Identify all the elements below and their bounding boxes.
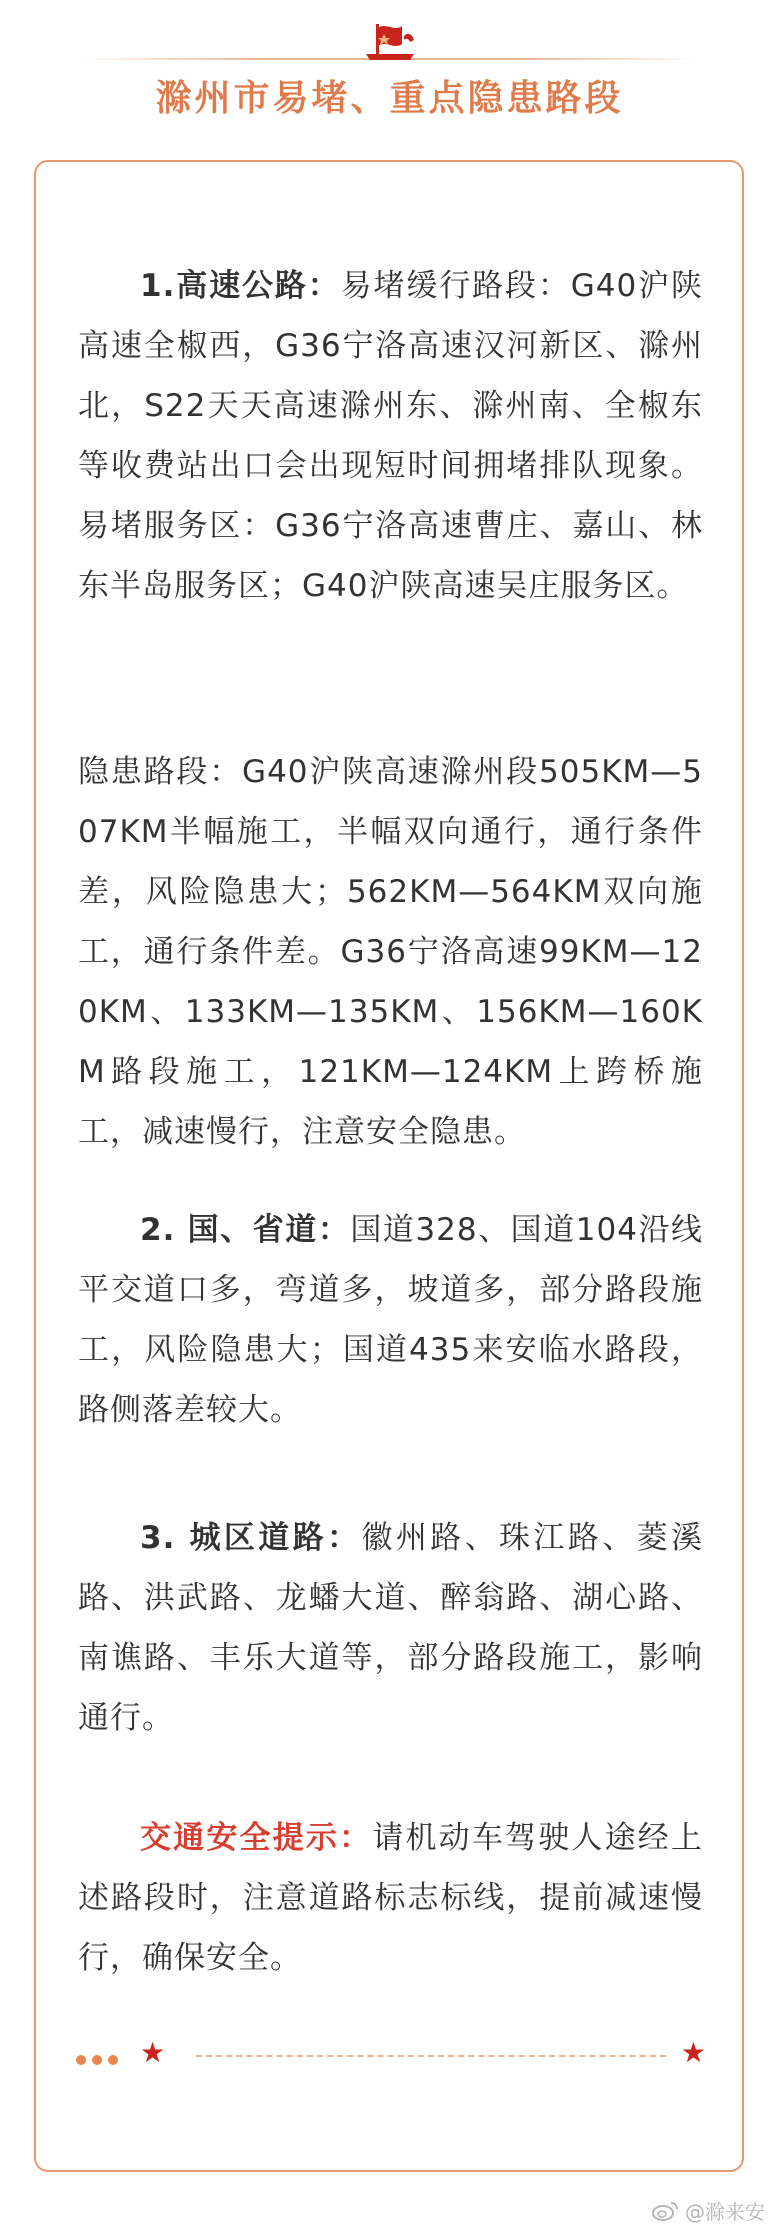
dot-icon (76, 2055, 86, 2065)
weibo-logo-icon (651, 2200, 679, 2222)
highway-heading: 1.高速公路： (140, 268, 341, 304)
urban-roads-heading: 3. 城区道路： (140, 1520, 362, 1556)
urban-roads-text: 徽州路、珠江路、菱溪路、洪武路、龙蟠大道、醉翁路、湖心路、南谯路、丰乐大道等，部分路段施工，影响通行。 (78, 1520, 703, 1736)
safety-tip-heading: 交通安全提示： (140, 1820, 373, 1856)
national-roads-text: 国道328、国道104沿线平交道口多，弯道多，坡道多，部分路段施工，风险隐患大；国道435来安临水路段，路侧落差较大。 (78, 1212, 703, 1428)
dots-decoration (76, 2050, 124, 2069)
hazard-text: 隐患路段：G40沪陕高速滁州段505KM—507KM半幅施工，半幅双向通行，通行条件差，风险隐患大；562KM—564KM双向施工，通行条件差。G36宁洛高速99KM—120KM、133KM—135KM、156KM—160KM路段施工，121KM—124KM上跨桥施工，减速慢行，注意安全隐患。 (78, 754, 703, 1150)
dot-icon (108, 2055, 118, 2065)
dot-icon (92, 2055, 102, 2065)
highway-text: 易堵缓行路段：G40沪陕高速全椒西，G36宁洛高速汉河新区、滁州北，S22天天高速滁州东、滁州南、全椒东等收费站出口会出现短时间拥堵排队现象。易堵服务区：G36宁洛高速曹庄、嘉山、林东半岛服务区；G40沪陕高速吴庄服务区。 (78, 268, 703, 604)
section-hazard (78, 742, 703, 1162)
page-title: 滁州市易堵、重点隐患路段 (155, 78, 624, 119)
watermark-text: @滁来安 (685, 2200, 765, 2224)
star-icon: ★ (140, 2036, 166, 2069)
section-urban-roads (78, 1508, 703, 1748)
national-roads-heading: 2. 国、省道： (140, 1212, 351, 1248)
footer-divider (76, 2036, 706, 2070)
section-highway (78, 256, 703, 616)
star-icon: ★ (680, 2036, 706, 2069)
section-safety-tip (78, 1808, 703, 1988)
section-national-roads (78, 1200, 703, 1440)
safety-tip-text: 请机动车驾驶人途经上述路段时，注意道路标志标线，提前减速慢行，确保安全。 (78, 1820, 703, 1976)
page-header (0, 0, 779, 140)
dashed-line (196, 2055, 666, 2057)
flag-emblem-icon (358, 14, 422, 62)
watermark (651, 2196, 765, 2225)
